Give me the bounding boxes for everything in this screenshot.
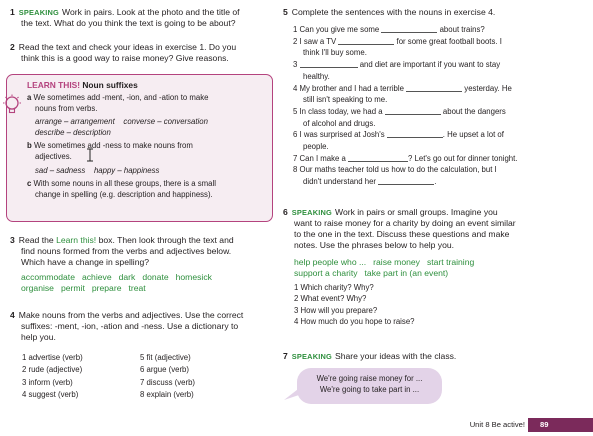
- page-number: 89: [528, 418, 593, 432]
- sentence-text: and diet are important if you want to stay: [359, 60, 501, 70]
- exercise-number: 2: [10, 42, 15, 52]
- rule-a-example2: describe – description: [35, 127, 111, 137]
- exercise-3-line1-end: box. Then look through the text and: [96, 235, 234, 245]
- exercise-4: [10, 310, 280, 343]
- exercise-3-line1: Read the: [18, 235, 57, 245]
- rule-b-line2: adjectives.: [35, 151, 72, 161]
- word-item: prepare: [91, 283, 122, 293]
- list-item: 6 argue (verb): [140, 365, 189, 375]
- exercise-3-line2: find nouns formed from the verbs and adjectives below.: [21, 246, 232, 256]
- answer-blank[interactable]: [381, 32, 437, 33]
- exercise-4-line2: suffixes: -ment, -ion, -ation and -ness. Use a dictionary to: [21, 321, 239, 331]
- exercise-6-line2: want to raise money for a charity by doing an event similar: [294, 218, 516, 228]
- exercise-1: [10, 7, 280, 29]
- answer-blank[interactable]: [406, 91, 462, 92]
- sentence-4: [293, 83, 588, 95]
- word-item: homesick: [175, 272, 212, 282]
- exercise-3: [10, 235, 280, 294]
- phrase-item: take part in (an event): [364, 268, 449, 278]
- sentence-text: 7 Can I make a: [293, 153, 346, 163]
- sentence-text: still isn't speaking to me.: [303, 95, 388, 105]
- question-list: [283, 282, 588, 328]
- learn-this-title: LEARN THIS!: [27, 80, 81, 90]
- exercise-number: 1: [10, 7, 15, 17]
- list-item: 1 advertise (verb): [22, 353, 83, 362]
- learn-this-content: [27, 80, 267, 200]
- text-cursor-icon: [86, 148, 94, 162]
- sentence-text: about the dangers: [442, 106, 506, 116]
- word-item: dark: [118, 272, 136, 282]
- phrase-item: raise money: [373, 257, 420, 267]
- phrase-item: support a charity: [294, 268, 358, 278]
- word-list-row1: [10, 272, 280, 283]
- sentence-text: 1 Can you give me some: [293, 25, 380, 34]
- speaking-tag: SPEAKING: [291, 208, 332, 217]
- exercise-6-line1: Work in pairs or small groups. Imagine you: [334, 207, 498, 217]
- exercise-2-line2: think this is a good way to raise money? Give reasons.: [21, 53, 229, 63]
- sentence-text: yesterday. He: [464, 83, 512, 93]
- word-column-1: [22, 352, 132, 401]
- answer-blank[interactable]: [348, 161, 408, 162]
- word-item: permit: [60, 283, 85, 293]
- rule-b-line1: We sometimes add -ness to make nouns from: [33, 141, 193, 151]
- exercise-6: [283, 207, 588, 328]
- exercise-7-text: Share your ideas with the class.: [334, 351, 457, 361]
- sentence-7: [293, 153, 588, 165]
- sentence-text: .: [434, 177, 437, 187]
- learn-this-link: Learn this!: [56, 235, 97, 245]
- exercise-5: [283, 7, 588, 18]
- sentence-5: [293, 106, 588, 118]
- sentence-text: . He upset a lot of: [442, 130, 504, 140]
- answer-blank[interactable]: [338, 44, 394, 45]
- answer-blank[interactable]: [378, 184, 434, 185]
- exercise-6-line3: to the one in the text. Discuss these questions and make: [294, 229, 510, 239]
- exercise-2-line1: Read the text and check your ideas in exercise 1. Do you: [18, 42, 237, 52]
- word-item: donate: [142, 272, 169, 282]
- sentence-1: [293, 24, 588, 36]
- sentence-2: [293, 36, 588, 48]
- list-item: 3 inform (verb): [22, 377, 73, 387]
- answer-blank[interactable]: [387, 137, 443, 138]
- word-item: achieve: [81, 272, 112, 282]
- sentence-text: think I'll buy some.: [303, 48, 367, 58]
- list-item: 7 discuss (verb): [140, 377, 196, 387]
- list-item: 1 Which charity? Why?: [294, 283, 374, 292]
- list-item: 2 rude (adjective): [22, 365, 83, 375]
- rule-a-example1: arrange – arrangement converse – conversation: [35, 117, 208, 127]
- speaking-tag: SPEAKING: [291, 352, 332, 361]
- sentence-list: [293, 24, 588, 188]
- word-item: treat: [128, 283, 146, 293]
- sentence-text: 5 In class today, we had a: [293, 106, 383, 116]
- sentence-text: 4 My brother and I had a terrible: [293, 83, 404, 93]
- exercise-number: 7: [283, 351, 288, 361]
- rule-letter: a: [27, 93, 32, 102]
- list-item: 2 What event? Why?: [294, 294, 367, 304]
- phrase-row1: [283, 257, 588, 268]
- word-item: organise: [21, 283, 54, 293]
- rule-c-line1: With some nouns in all these groups, there is a small: [33, 179, 216, 189]
- sentence-text: of alcohol and drugs.: [303, 118, 376, 128]
- sentence-text: healthy.: [303, 71, 330, 81]
- exercise-2: [10, 42, 280, 64]
- sentence-text: ? Let's go out for dinner tonight.: [408, 153, 518, 163]
- exercise-number: 6: [283, 207, 288, 217]
- unit-label: Unit 8 Be active!: [469, 420, 525, 429]
- sentence-6: [293, 129, 588, 141]
- answer-blank[interactable]: [300, 67, 358, 68]
- rule-b-example: sad – sadness happy – happiness: [35, 165, 160, 175]
- exercise-6-line4: notes. Use the phrases below to help you.: [294, 240, 455, 250]
- rule-a-line2: nouns from verbs.: [35, 103, 98, 113]
- speaking-tag: SPEAKING: [18, 8, 59, 17]
- sentence-text: 2 I saw a TV: [293, 36, 337, 46]
- exercise-1-line1: Work in pairs. Look at the photo and the title of: [61, 7, 240, 17]
- exercise-number: 3: [10, 235, 15, 245]
- list-item: 4 How much do you hope to raise?: [294, 317, 415, 327]
- rule-letter: b: [27, 141, 32, 151]
- bubble-line2: We're going to take part in ...: [319, 384, 420, 394]
- sentence-3: [293, 59, 588, 71]
- exercise-4-line1: Make nouns from the verbs and adjectives. Use the correct: [18, 310, 244, 320]
- sentence-8-end: [293, 176, 588, 188]
- exercise-1-line2: the text. What do you think the text is going to be about?: [21, 18, 236, 28]
- rule-a-line1: We sometimes add -ment, -ion, and -ation to make: [33, 93, 209, 102]
- list-item: 8 explain (verb): [140, 389, 194, 399]
- word-column-2: [140, 352, 250, 401]
- exercise-number: 4: [10, 310, 15, 320]
- bubble-line1: We're going raise money for ...: [316, 374, 423, 383]
- exercise-7: [283, 351, 588, 362]
- rule-letter: c: [27, 179, 32, 189]
- exercise-3-line3: Which have a change in spelling?: [21, 257, 150, 267]
- speech-bubble: [297, 368, 442, 404]
- learn-this-subtitle: Noun suffixes: [82, 80, 138, 90]
- sentence-text: for some great football boots. I: [396, 36, 502, 46]
- phrase-item: start training: [426, 257, 475, 267]
- sentence-text: 8 Our maths teacher told us how to do the calculation, but I: [293, 165, 497, 175]
- exercise-number: 5: [283, 7, 288, 17]
- exercise-5-title: Complete the sentences with the nouns in exercise 4.: [291, 7, 496, 17]
- exercise-4-line3: help you.: [21, 332, 56, 342]
- sentence-text: 6 I was surprised at Josh's: [293, 130, 385, 140]
- list-item: 4 suggest (verb): [22, 389, 79, 399]
- sentence-text: people.: [303, 142, 329, 152]
- phrase-item: help people who ...: [294, 257, 367, 267]
- list-item: 3 How will you prepare?: [294, 305, 378, 315]
- answer-blank[interactable]: [385, 114, 441, 115]
- list-item: 5 fit (adjective): [140, 353, 191, 362]
- sentence-text: about trains?: [439, 25, 485, 34]
- sentence-text: 3: [293, 60, 298, 70]
- word-list-row2: [10, 283, 280, 294]
- sentence-text: didn't understand her: [303, 177, 377, 187]
- phrase-row2: [283, 268, 588, 279]
- word-item: accommodate: [21, 272, 75, 282]
- lightbulb-icon: [2, 94, 22, 116]
- rule-c-line2: change in spelling (e.g. description and happiness).: [35, 189, 213, 199]
